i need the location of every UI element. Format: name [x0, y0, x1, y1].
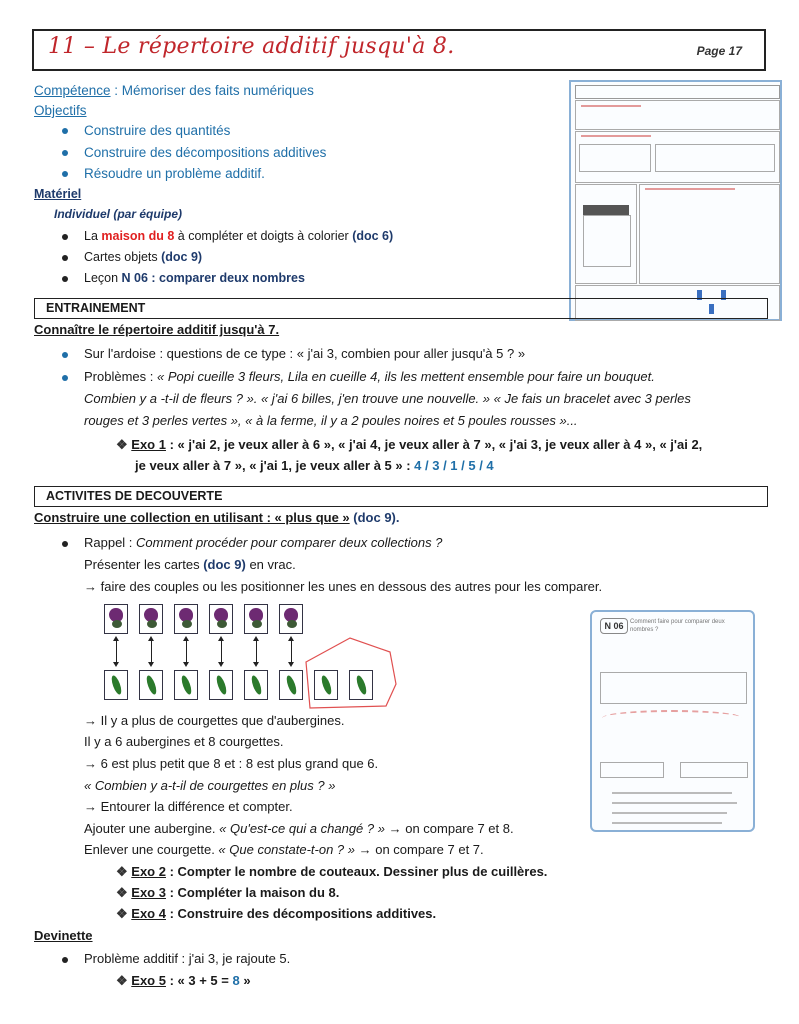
thumb-grey-line	[612, 802, 737, 804]
exo1-answer: 4 / 3 / 1 / 5 / 4	[414, 458, 494, 473]
bullet-icon	[62, 352, 68, 358]
thumb-section	[639, 184, 780, 284]
diamond-bullet-icon: ❖	[116, 973, 128, 988]
thumb-red-line	[645, 188, 735, 190]
ajouter-line: Ajouter une aubergine. « Qu'est-ce qui a changé ? » → on compare 7 et 8.	[84, 821, 514, 836]
bullet-icon	[62, 276, 68, 282]
bullet-icon	[62, 171, 68, 177]
decouverte-line: → 6 est plus petit que 8 et : 8 est plus grand que 6.	[84, 756, 379, 771]
exo-line: ❖ Exo 2 : Compter le nombre de couteaux. Dessiner plus de cuillères.	[116, 864, 548, 879]
diamond-bullet-icon: ❖	[116, 906, 128, 921]
lesson-title: 11 – Le répertoire additif jusqu'à 8.	[48, 34, 455, 59]
devinette-bullet: Problème additif : j'ai 3, je rajoute 5.	[62, 950, 290, 968]
thumb-house-roof	[583, 205, 629, 215]
entrainement-heading: Connaître le répertoire additif jusqu'à 7.	[34, 322, 280, 337]
decouverte-line: → Entourer la différence et compter.	[84, 799, 293, 814]
worksheet-thumbnail	[569, 80, 782, 321]
exo-line: ❖ Exo 4 : Construire des décompositions additives.	[116, 906, 437, 921]
exo5-line: ❖ Exo 5 : « 3 + 5 = 8 »	[116, 973, 251, 988]
thumb-red-line	[581, 135, 651, 137]
diamond-bullet-icon: ❖	[116, 885, 128, 900]
materiel-sub: Individuel (par équipe)	[54, 207, 183, 221]
thumb-box	[655, 144, 775, 172]
bullet-icon	[62, 375, 68, 381]
thumb-box	[680, 762, 748, 778]
objectif-item: Construire des quantités	[62, 122, 230, 140]
rappel-line: Rappel : Comment procéder pour comparer deux collections ?	[62, 534, 442, 552]
decouverte-line: → Il y a plus de courgettes que d'aubergines.	[84, 713, 345, 728]
decouverte-line: Il y a 6 aubergines et 8 courgettes.	[84, 734, 284, 749]
materiel-item: Leçon N 06 : comparer deux nombres	[62, 269, 305, 287]
exo-line: ❖ Exo 3 : Compléter la maison du 8.	[116, 885, 340, 900]
bullet-icon	[62, 255, 68, 261]
entrainement-bullet: Problèmes : « Popi cueille 3 fleurs, Lila en cueille 4, ils les mettent ensemble pour faire un bouquet.	[62, 368, 655, 386]
entrainement-text: rouges et 3 perles vertes », « à la ferme, il y a 2 poules noires et 5 poules rousses »...	[84, 413, 578, 428]
bullet-icon	[62, 128, 68, 134]
thumb-box	[600, 762, 664, 778]
exo1-line: je veux aller à 7 », « j'ai 1, je veux aller à 5 » : 4 / 3 / 1 / 5 / 4	[135, 458, 494, 473]
enlever-line: Enlever une courgette. « Que constate-t-on ? » → on compare 7 et 7.	[84, 842, 484, 857]
competence-text: : Mémoriser des faits numériques	[110, 83, 314, 98]
couples-line: → faire des couples ou les positionner les unes en dessous des autres pour les comparer.	[84, 579, 603, 594]
thumb-grey-line	[612, 812, 727, 814]
section-title: ENTRAINEMENT	[46, 301, 146, 315]
thumb-house	[583, 215, 631, 267]
decouverte-question: « Combien y a-t-il de courgettes en plus ? »	[84, 778, 336, 793]
section-decouverte	[34, 486, 768, 507]
bullet-icon	[62, 234, 68, 240]
entrainement-text: Combien y a -t-il de fleurs ? ». « j'ai 6 billes, j'en trouve une nouvelle. » « Je fais un bracelet avec 3 perles	[84, 391, 691, 406]
decouverte-heading: Construire une collection en utilisant : « plus que » (doc 9).	[34, 510, 400, 525]
difference-outline	[306, 638, 396, 708]
devinette-heading: Devinette	[34, 928, 93, 943]
thumb-red-line	[581, 105, 641, 107]
diamond-bullet-icon: ❖	[116, 864, 128, 879]
materiel-item: La maison du 8 à compléter et doigts à colorier (doc 6)	[62, 227, 393, 245]
materiel-item: Cartes objets (doc 9)	[62, 248, 202, 266]
thumb-box	[600, 672, 747, 704]
bullet-icon	[62, 541, 68, 547]
thumb-header	[575, 85, 780, 99]
lesson-thumb-title: Comment faire pour comparer deux nombres ?	[630, 619, 725, 633]
difference-circle	[100, 600, 400, 710]
materiel-label: Matériel	[34, 187, 82, 201]
number-line-icon	[602, 710, 742, 726]
lesson-thumbnail	[590, 610, 755, 832]
bullet-icon	[62, 150, 68, 156]
cards-comparison-illustration	[100, 600, 390, 710]
section-title: ACTIVITES DE DECOUVERTE	[46, 489, 223, 503]
thumb-grey-line	[612, 822, 722, 824]
section-entrainement	[34, 298, 768, 319]
thumb-grey-line	[612, 792, 732, 794]
lesson-title-box	[32, 29, 766, 71]
objectif-item: Construire des décompositions additives	[62, 144, 326, 162]
present-line: Présenter les cartes (doc 9) en vrac.	[84, 557, 296, 572]
entrainement-bullet: Sur l'ardoise : questions de ce type : « j'ai 3, combien pour aller jusqu'à 5 ? »	[62, 345, 525, 363]
exo5-answer: 8	[232, 973, 240, 988]
lesson-badge: N 06	[600, 618, 628, 634]
diamond-bullet-icon: ❖	[116, 437, 128, 452]
objectifs-label: Objectifs	[34, 103, 87, 118]
competence-label: Compétence	[34, 83, 111, 98]
thumb-box	[579, 144, 651, 172]
competence-line	[34, 82, 314, 100]
page-number: Page 17	[696, 44, 742, 58]
exo1-line: ❖ Exo 1 : « j'ai 2, je veux aller à 6 », « j'ai 4, je veux aller à 7 », « j'ai 3, je veux aller à 4 », « j'ai 2,	[116, 437, 703, 452]
objectif-item: Résoudre un problème additif.	[62, 165, 265, 183]
bullet-icon	[62, 957, 68, 963]
